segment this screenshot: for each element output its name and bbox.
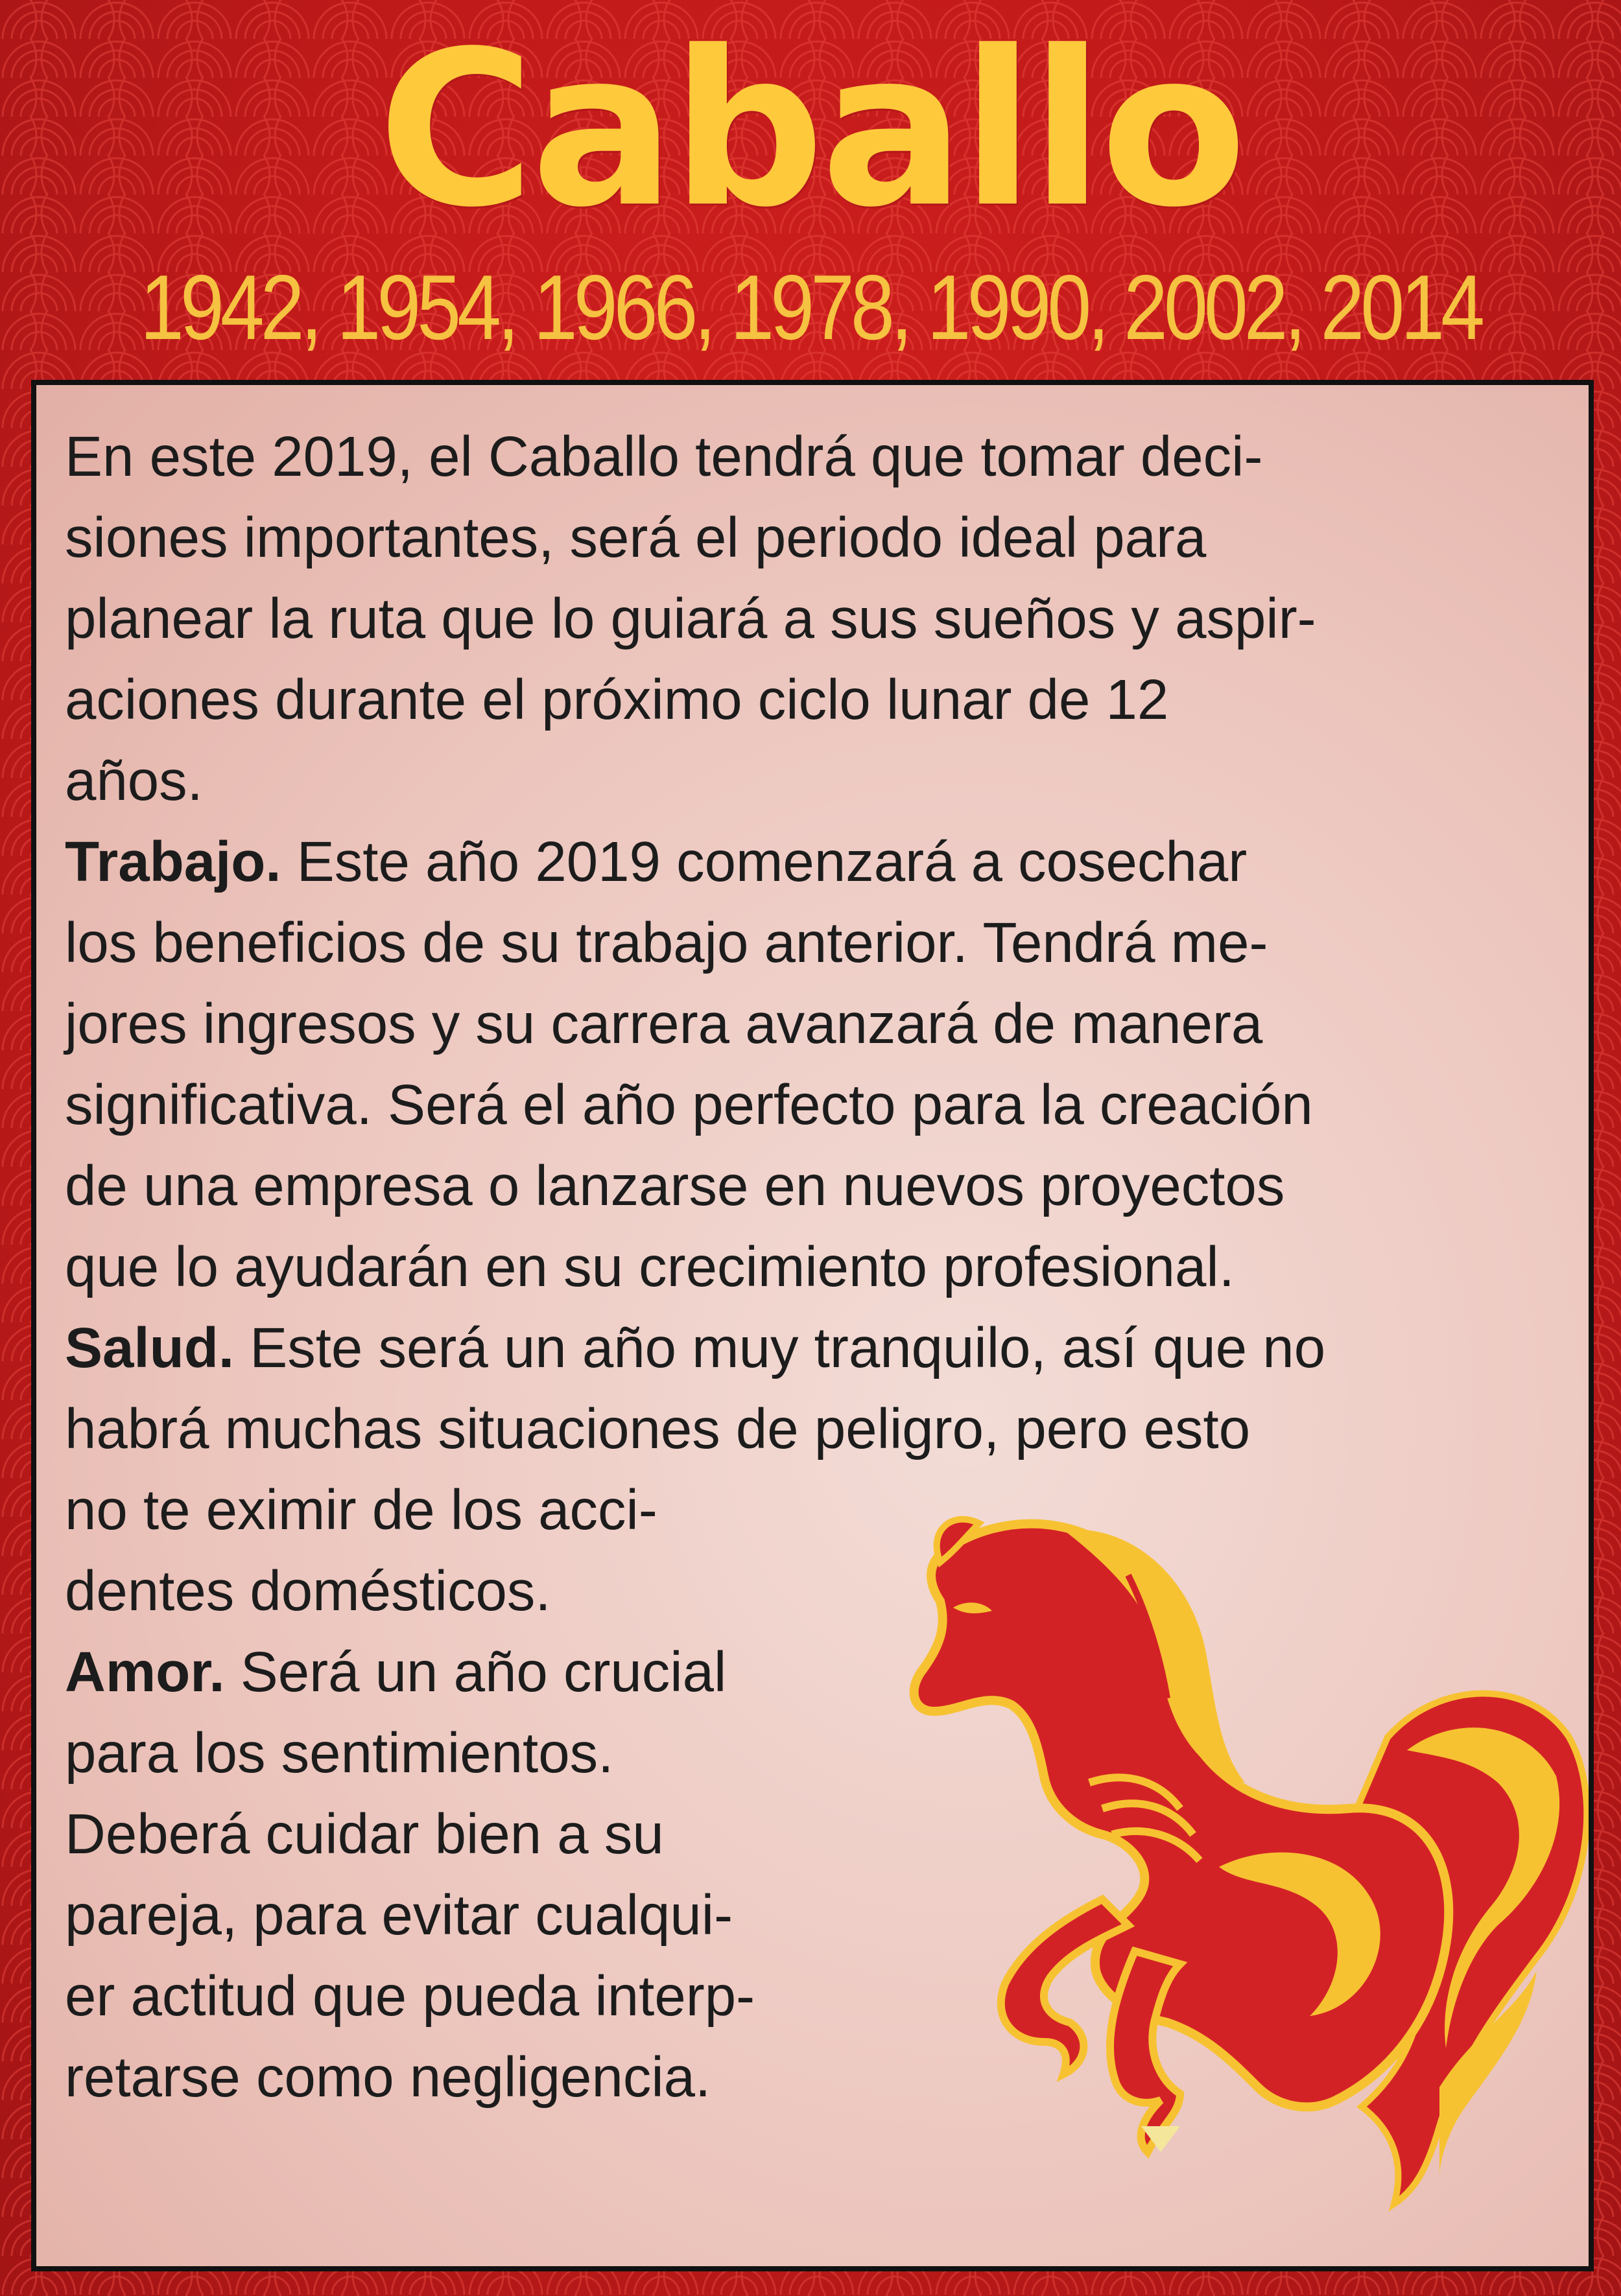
section-heading: Trabajo. <box>65 830 281 893</box>
line-text: siones importantes, será el periodo ideal para <box>65 506 1207 569</box>
line-text: para los sentimientos. <box>65 1722 614 1785</box>
line-text: Este año 2019 comenzará a cosechar <box>281 830 1248 893</box>
line-text: jores ingresos y su carrera avanzará de manera <box>65 992 1263 1055</box>
text-line <box>65 740 1576 821</box>
section-heading: Amor. <box>65 1641 225 1704</box>
text-line <box>65 1388 1576 1470</box>
line-text: dentes domésticos. <box>65 1560 551 1622</box>
line-text: Deberá cuidar bien a su <box>65 1803 664 1866</box>
text-line <box>65 821 1576 902</box>
line-text: los beneficios de su trabajo anterior. Tendrá me- <box>65 911 1268 974</box>
line-text: Este será un año muy tranquilo, así que no <box>234 1317 1326 1379</box>
text-line <box>65 902 1576 983</box>
line-text: habrá muchas situaciones de peligro, pero esto <box>65 1398 1251 1460</box>
text-line <box>65 416 1576 497</box>
horse-body <box>914 1519 1449 2107</box>
page-title: Caballo <box>377 5 1244 254</box>
section-heading: Salud. <box>65 1317 235 1379</box>
line-text: aciones durante el próximo ciclo lunar de 12 <box>65 668 1169 731</box>
line-text: er actitud que pueda interp- <box>65 1965 755 2028</box>
line-text: años. <box>65 749 203 812</box>
line-text: Será un año crucial <box>224 1641 727 1704</box>
line-text: retarse como negligencia. <box>65 2046 711 2109</box>
line-text: que lo ayudarán en su crecimiento profesional. <box>65 1236 1235 1298</box>
zodiac-years: 1942, 1954, 1966, 1978, 1990, 2002, 2014 <box>139 256 1482 359</box>
line-text: pareja, para evitar cualqui- <box>65 1884 733 1947</box>
text-line <box>65 497 1576 578</box>
text-line <box>65 1145 1576 1226</box>
text-line <box>65 659 1576 740</box>
line-text: de una empresa o lanzarse en nuevos proyectos <box>65 1154 1285 1217</box>
line-text: En este 2019, el Caballo tendrá que tomar deci- <box>65 425 1263 488</box>
text-line <box>65 578 1576 659</box>
line-text: no te eximir de los acci- <box>65 1479 657 1541</box>
text-line <box>65 1226 1576 1307</box>
text-line <box>65 1064 1576 1145</box>
line-text: planear la ruta que lo guiará a sus sueños y aspir- <box>65 587 1316 650</box>
horse-icon <box>856 1504 1589 2217</box>
text-line <box>65 983 1576 1064</box>
text-line <box>65 1307 1576 1388</box>
line-text: significativa. Será el año perfecto para la creación <box>65 1073 1313 1136</box>
